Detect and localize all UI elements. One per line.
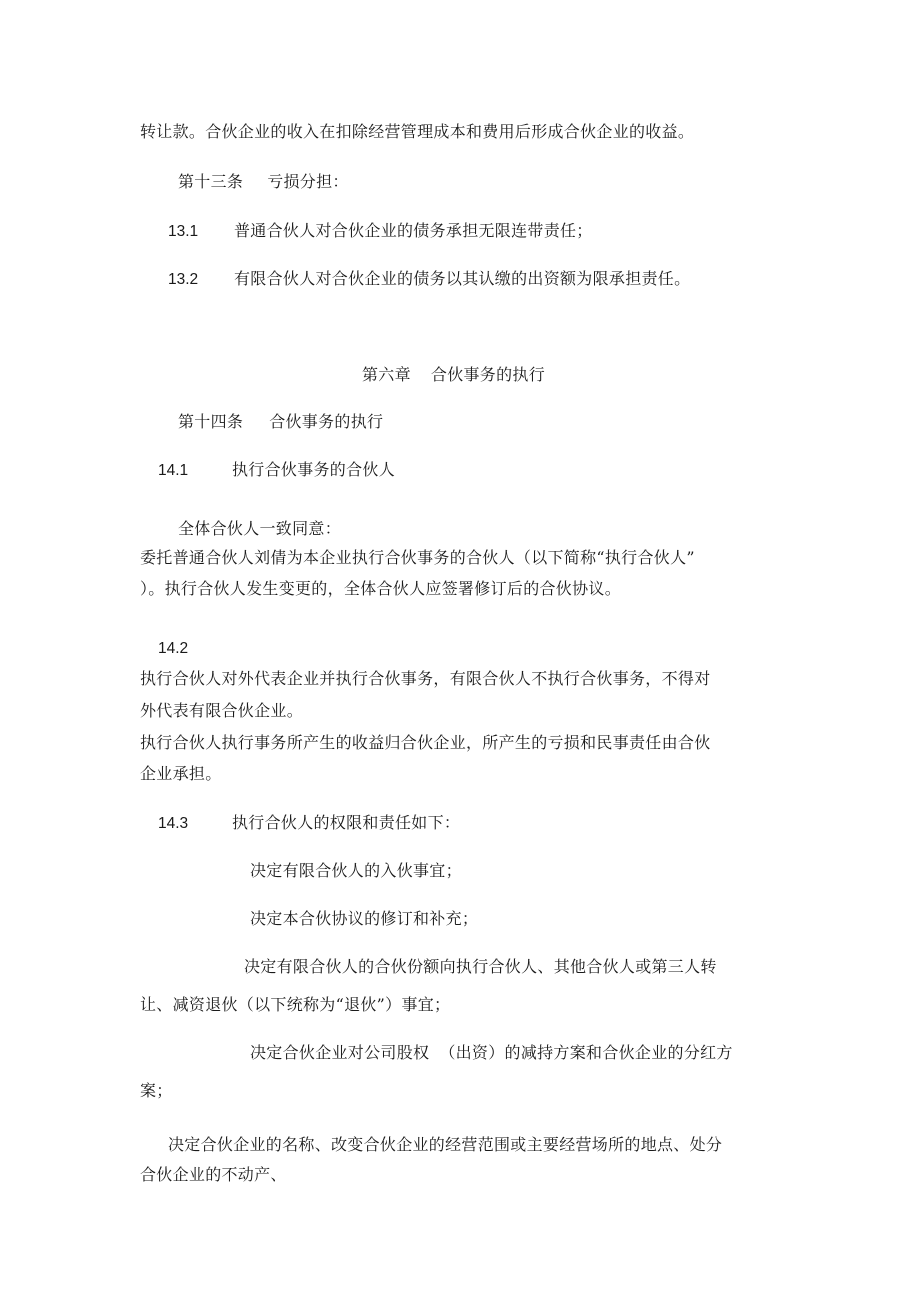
list-item-text: 决定合伙企业对公司股权 [250,1043,430,1062]
article-title: 亏损分担： [267,172,349,191]
list-item: 决定合伙企业的名称、改变合伙企业的经营范围或主要经营场所的地点、处分 [168,1135,723,1154]
list-item-continuation: 案； [140,1081,173,1100]
article-14-heading [178,412,383,432]
paragraph-line: 全体合伙人一致同意： [178,519,342,538]
chapter-label: 第六章 [362,365,411,384]
paragraph-line: ）。执行合伙人发生变更的，全体合伙人应签署修订后的合伙协议。 [140,579,622,598]
clause-number: 14.2 [158,640,189,657]
paragraph-line: 执行合伙人执行事务所产生的收益归合伙企业，所产生的亏损和民事责任由合伙 [140,733,711,752]
clause-number: 13.2 [168,271,199,288]
paragraph-line: 企业承担。 [140,764,222,783]
clause-text: 执行合伙事务的合伙人 [232,460,396,479]
clause-number: 14.1 [158,462,189,479]
list-item-continuation: 让、减资退伙（以下统称为“退伙”）事宜； [140,995,451,1014]
article-label: 第十三条 [178,172,244,191]
clause-text: 有限合伙人对合伙企业的债务以其认缴的出资额为限承担责任。 [234,269,691,288]
clause-text: 普通合伙人对合伙企业的债务承担无限连带责任； [234,221,593,240]
clause-number: 13.1 [168,223,199,240]
article-title: 合伙事务的执行 [269,412,384,431]
list-item: 决定有限合伙人的合伙份额向执行合伙人、其他合伙人或第三人转 [244,957,717,976]
paragraph-line: 外代表有限合伙企业。 [140,701,304,720]
paragraph-line: 转让款。合伙企业的收入在扣除经营管理成本和费用后形成合伙企业的收益。 [140,122,695,141]
list-item: 决定本合伙协议的修订和补充； [250,909,479,928]
list-item: 决定有限合伙人的入伙事宜； [250,861,462,880]
list-item-text: （出资）的减持方案和合伙企业的分红方 [439,1043,733,1062]
clause-14-1 [158,460,395,481]
clause-number: 14.3 [158,815,189,832]
clause-text: 执行合伙人的权限和责任如下： [232,813,461,832]
paragraph-line: 委托普通合伙人刘倩为本企业执行合伙事务的合伙人（以下简称“执行合伙人” [140,548,695,567]
chapter-6-heading [362,365,545,385]
article-13-heading [178,172,349,192]
clause-14-3 [158,813,460,834]
clause-14-2-number [158,638,188,659]
list-item-continuation: 合伙企业的不动产、 [140,1165,287,1184]
article-label: 第十四条 [178,412,244,431]
chapter-title: 合伙事务的执行 [430,365,546,384]
list-item [250,1043,733,1063]
clause-13-1 [168,221,593,242]
clause-13-2 [168,269,690,290]
paragraph-line: 执行合伙人对外代表企业并执行合伙事务，有限合伙人不执行合伙事务，不得对 [140,669,711,688]
